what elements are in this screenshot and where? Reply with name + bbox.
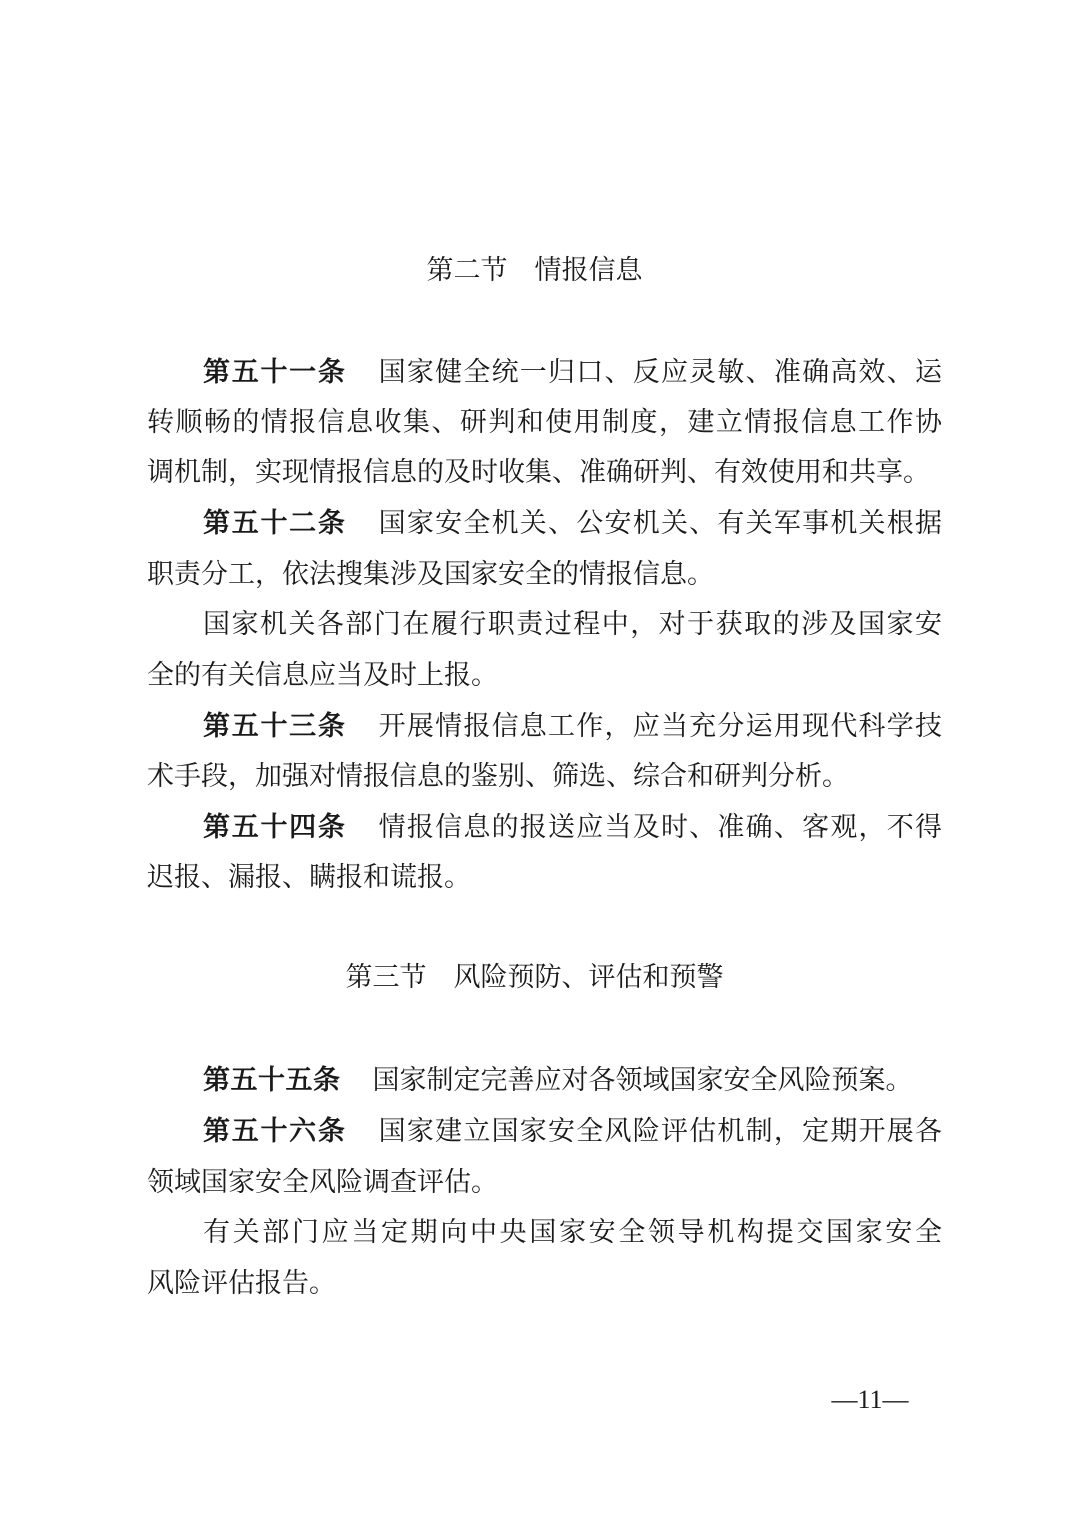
article-55-line-1	[203, 1061, 942, 1101]
article-51-line-1	[203, 353, 942, 393]
article-55-label: 第五十五条	[203, 1065, 341, 1096]
article-52-label: 第五十二条	[203, 508, 347, 539]
page-number: —11—	[831, 1385, 909, 1414]
article-51-text-1: 国家健全统一归口、反应灵敏、准确高效、运	[378, 357, 943, 388]
article-56-paragraph-2-line-2: 风险评估报告。	[147, 1268, 336, 1299]
article-52-paragraph-2-line-2: 全的有关信息应当及时上报。	[147, 660, 498, 691]
article-54-text-1: 情报信息的报送应当及时、准确、客观，不得	[378, 812, 943, 843]
article-55-text-1: 国家制定完善应对各领域国家安全风险预案。	[372, 1065, 913, 1096]
article-53-line-1	[203, 707, 942, 747]
article-56-text-1: 国家建立国家安全风险评估机制，定期开展各	[378, 1116, 943, 1147]
article-53-label: 第五十三条	[203, 711, 347, 742]
article-56-paragraph-2-line-1: 有关部门应当定期向中央国家安全领导机构提交国家安全	[203, 1217, 942, 1248]
article-51-line-3: 调机制，实现情报信息的及时收集、准确研判、有效使用和共享。	[147, 457, 930, 488]
section-heading-3: 第三节 风险预防、评估和预警	[345, 962, 724, 993]
article-54-label: 第五十四条	[203, 812, 347, 843]
article-53-line-2: 术手段，加强对情报信息的鉴别、筛选、综合和研判分析。	[147, 761, 849, 792]
article-52-paragraph-2-line-1: 国家机关各部门在履行职责过程中，对于获取的涉及国家安	[203, 609, 942, 640]
article-52-line-1	[203, 504, 942, 544]
article-52-line-2: 职责分工，依法搜集涉及国家安全的情报信息。	[147, 559, 714, 590]
article-54-line-1	[203, 808, 942, 848]
article-54-line-2: 迟报、漏报、瞒报和谎报。	[147, 862, 471, 893]
article-56-label: 第五十六条	[203, 1116, 347, 1147]
article-52-text-1: 国家安全机关、公安机关、有关军事机关根据	[378, 508, 943, 539]
section-heading-2: 第二节 情报信息	[426, 255, 643, 286]
article-51-line-2: 转顺畅的情报信息收集、研判和使用制度，建立情报信息工作协	[147, 407, 942, 438]
article-51-label: 第五十一条	[203, 357, 347, 388]
article-56-line-2: 领域国家安全风险调查评估。	[147, 1167, 498, 1198]
article-53-text-1: 开展情报信息工作，应当充分运用现代科学技	[378, 711, 943, 742]
article-56-line-1	[203, 1112, 942, 1152]
